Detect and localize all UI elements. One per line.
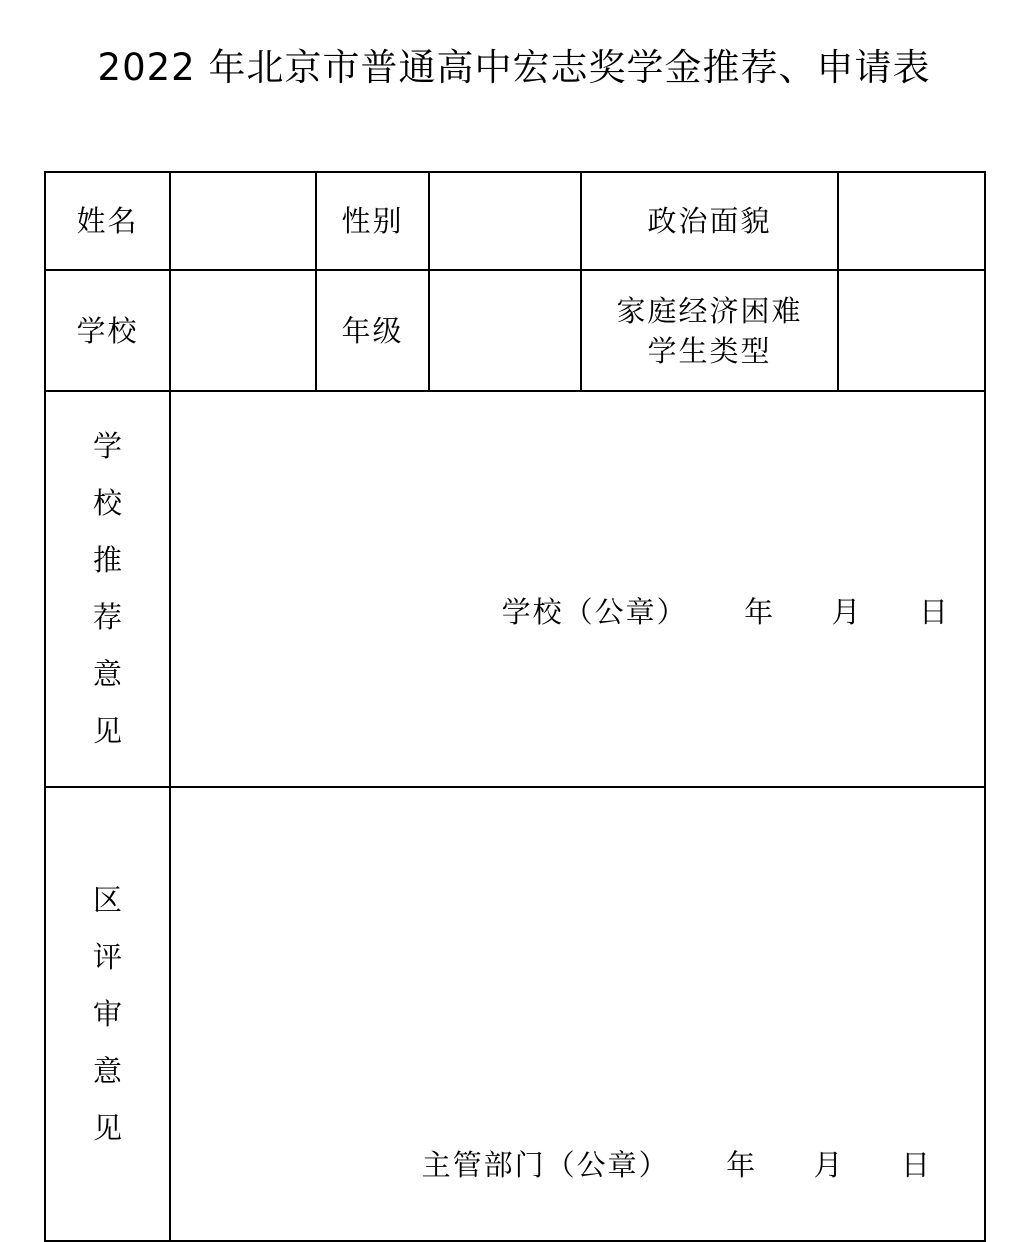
school-field[interactable]: [170, 270, 316, 391]
school-seal-year: 年: [744, 595, 776, 629]
political-status-label: 政治面貌: [581, 172, 838, 270]
table-row-school-opinion: [45, 391, 985, 787]
school-opinion-label: 学校推荐意见: [92, 429, 122, 748]
school-label: 学校: [45, 270, 170, 391]
difficulty-type-label-text: 家庭经济困难学生类型: [616, 293, 803, 368]
school-seal-text: 学校（公章）: [501, 595, 688, 629]
school-seal-line: [502, 592, 950, 632]
table-row-district-opinion: [45, 787, 985, 1241]
difficulty-type-field[interactable]: [838, 270, 985, 391]
grade-field[interactable]: [429, 270, 581, 391]
district-seal-day: 日: [900, 1148, 932, 1182]
district-seal-year: 年: [726, 1148, 758, 1182]
district-seal-text: 主管部门（公章）: [421, 1148, 670, 1182]
grade-label: 年级: [316, 270, 429, 391]
gender-field[interactable]: [429, 172, 581, 270]
district-seal-line: [422, 1145, 932, 1185]
school-seal-day: 日: [918, 595, 950, 629]
school-opinion-field[interactable]: [170, 391, 985, 787]
school-opinion-label-cell: [45, 391, 170, 787]
page-title: 2022 年北京市普通高中宏志奖学金推荐、申请表: [97, 46, 931, 89]
name-label: 姓名: [45, 172, 170, 270]
district-opinion-label-cell: [45, 787, 170, 1241]
application-form-table: [44, 171, 986, 1242]
table-row-school-info: [45, 270, 985, 391]
political-status-field[interactable]: [838, 172, 985, 270]
name-field[interactable]: [170, 172, 316, 270]
gender-label: 性别: [316, 172, 429, 270]
table-row-basic-info: [45, 172, 985, 270]
district-opinion-field[interactable]: [170, 787, 985, 1241]
district-opinion-label: 区评审意见: [92, 882, 122, 1145]
school-seal-month: 月: [831, 595, 863, 629]
difficulty-type-label: [581, 270, 838, 391]
district-seal-month: 月: [813, 1148, 845, 1182]
